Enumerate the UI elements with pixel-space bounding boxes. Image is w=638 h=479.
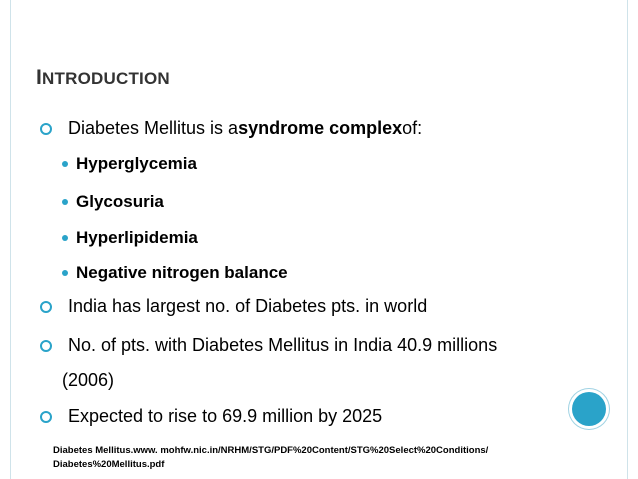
decorative-circle-icon	[572, 392, 606, 426]
sub-item: Negative nitrogen balance	[62, 263, 288, 283]
sub-item: Hyperlipidemia	[62, 228, 198, 248]
bullet-syndrome: Diabetes Mellitus is a syndrome complex of:	[36, 118, 422, 139]
ring-bullet-icon	[40, 411, 52, 423]
reference-footnote: Diabetes Mellitus.www. mohfw.nic.in/NRHM/STG/PDF%20Content/STG%20Select%20Conditions/ Diabetes%20Mellitus.pdf	[53, 445, 489, 470]
ring-bullet-icon	[40, 301, 52, 313]
dot-bullet-icon	[62, 235, 68, 241]
bold-term: syndrome complex	[238, 118, 403, 138]
bullet-patients: No. of pts. with Diabetes Mellitus in India 40.9 millions	[36, 335, 497, 356]
bullet-india: India has largest no. of Diabetes pts. in world	[36, 296, 427, 317]
bullet-patients-continuation: (2006)	[62, 370, 115, 390]
dot-bullet-icon	[62, 199, 68, 205]
sub-item: Glycosuria	[62, 192, 164, 212]
sub-item: Hyperglycemia	[62, 154, 197, 174]
ring-bullet-icon	[40, 340, 52, 352]
dot-bullet-icon	[62, 270, 68, 276]
ring-bullet-icon	[40, 123, 52, 135]
dot-bullet-icon	[62, 161, 68, 167]
bullet-expected: Expected to rise to 69.9 million by 2025	[36, 406, 382, 427]
slide-title: INTRODUCTION	[36, 66, 170, 89]
